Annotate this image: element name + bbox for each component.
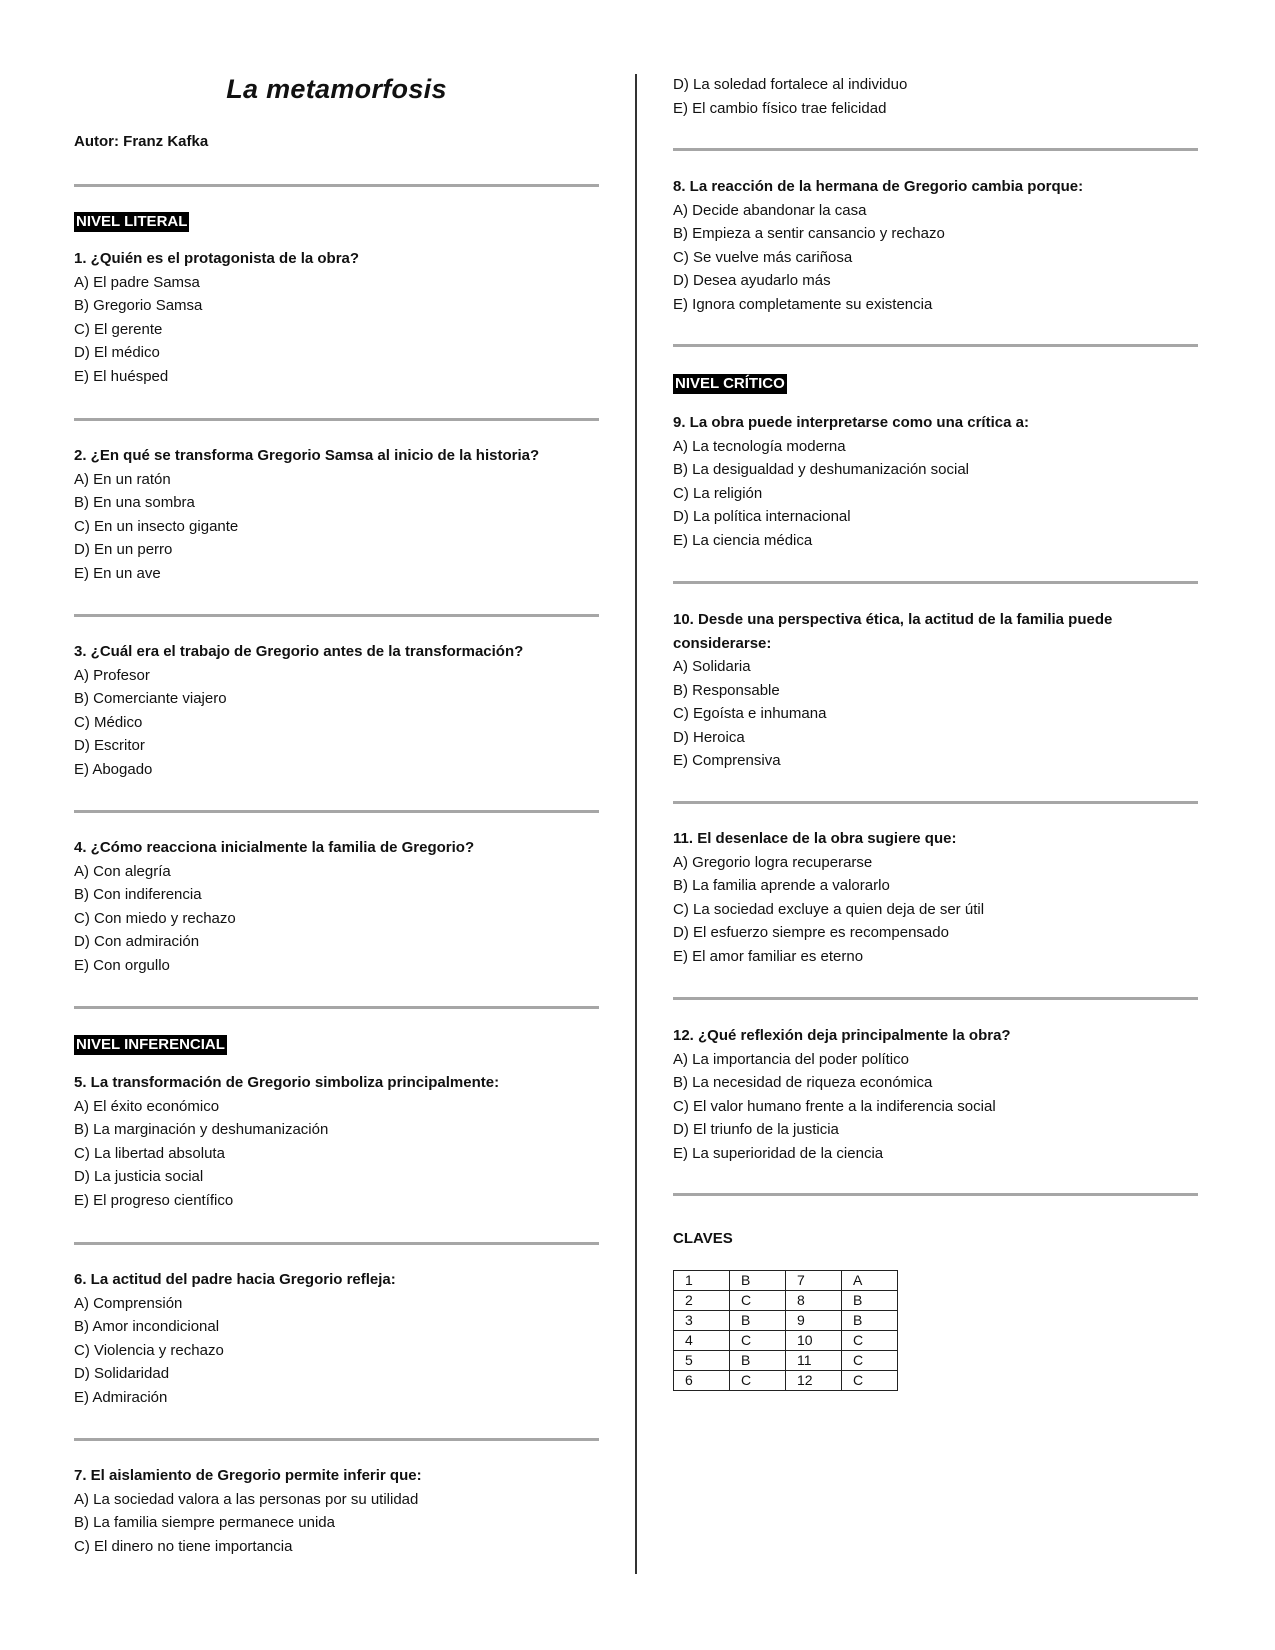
question-stem: 6. La actitud del padre hacia Gregorio refleja: (74, 1271, 396, 1288)
separator (74, 614, 599, 617)
separator (74, 1438, 599, 1441)
answer-option: B) Comerciante viajero (74, 690, 227, 707)
separator (673, 344, 1198, 347)
question-6 (74, 1268, 599, 1409)
separator (673, 1193, 1198, 1196)
separator (673, 148, 1198, 151)
answer-key-cell: A (842, 1271, 898, 1291)
separator (74, 1006, 599, 1009)
answer-option: C) Se vuelve más cariñosa (673, 248, 853, 266)
question-stem: 7. El aislamiento de Gregorio permite inferir que: (74, 1467, 422, 1484)
answer-key-cell: 4 (674, 1331, 730, 1351)
answer-option: B) Responsable (673, 681, 780, 699)
separator (673, 997, 1198, 1000)
question-1 (74, 247, 599, 388)
answer-option: B) La desigualdad y deshumanización social (673, 461, 970, 478)
question-stem: 11. El desenlace de la obra sugiere que: (673, 830, 957, 847)
answer-option: D) La justicia social (74, 1168, 204, 1185)
answer-option: D) Heroica (673, 728, 745, 746)
answer-key-cell: C (730, 1291, 786, 1311)
answer-option: E) Comprensiva (673, 752, 781, 769)
question-8 (673, 175, 1198, 316)
question-7-part-1 (74, 1464, 599, 1558)
answer-option: B) En una sombra (74, 494, 195, 511)
answer-key-row (674, 1291, 898, 1311)
answer-key-cell: B (842, 1291, 898, 1311)
answer-option: C) La sociedad excluye a quien deja de ser útil (673, 900, 985, 918)
answer-option: B) La familia aprende a valorarlo (673, 877, 890, 894)
separator (74, 1242, 599, 1245)
answer-option: A) La sociedad valora a las personas por su utilidad (74, 1490, 419, 1508)
answer-option: E) La ciencia médica (673, 531, 813, 549)
answer-key-cell: 1 (674, 1271, 730, 1291)
answer-option: B) Empieza a sentir cansancio y rechazo (673, 225, 945, 242)
answer-option: C) Violencia y rechazo (74, 1341, 224, 1359)
answer-option: E) El progreso científico (74, 1191, 234, 1209)
separator (74, 810, 599, 813)
answer-key-cell: 9 (786, 1311, 842, 1331)
answer-option: C) Médico (74, 713, 143, 731)
answer-option: D) En un perro (74, 541, 173, 558)
answer-option: C) El valor humano frente a la indiferencia social (673, 1097, 996, 1115)
answer-option: C) La religión (673, 484, 763, 502)
answer-option: A) Decide abandonar la casa (673, 201, 867, 219)
answer-option: E) Con orgullo (74, 956, 170, 974)
answer-option: D) La política internacional (673, 508, 851, 525)
column-divider (635, 74, 637, 1574)
answer-key-cell: 10 (786, 1331, 842, 1351)
answer-key-row (674, 1271, 898, 1291)
answer-option: A) En un ratón (74, 470, 171, 488)
answer-option: D) El esfuerzo siempre es recompensado (673, 924, 949, 941)
answer-option: A) Solidaria (673, 658, 751, 675)
answer-key-cell: 3 (674, 1311, 730, 1331)
answer-option: D) Con admiración (74, 933, 200, 950)
question-9 (673, 411, 1198, 552)
answer-key-cell: B (730, 1351, 786, 1371)
question-4 (74, 836, 599, 977)
answer-option: A) El éxito económico (74, 1097, 220, 1115)
answer-option: D) El médico (74, 344, 160, 361)
answer-option: B) La marginación y deshumanización (74, 1121, 329, 1138)
answer-key-cell: C (842, 1331, 898, 1351)
answer-option: A) Profesor (74, 666, 150, 684)
answer-option: A) Comprensión (74, 1294, 183, 1312)
answer-key-table (673, 1270, 898, 1391)
answer-key-cell: 2 (674, 1291, 730, 1311)
question-2 (74, 444, 599, 585)
answer-option: E) El amor familiar es eterno (673, 947, 864, 965)
answer-key-cell: C (730, 1331, 786, 1351)
answer-key-cell: 8 (786, 1291, 842, 1311)
question-stem: 12. ¿Qué reflexión deja principalmente la obra? (673, 1027, 1011, 1044)
answer-key-label: CLAVES (673, 1230, 733, 1247)
answer-option: D) La soledad fortalece al individuo (673, 76, 908, 93)
separator (673, 581, 1198, 584)
level-literal-heading: NIVEL LITERAL (76, 213, 188, 230)
question-12 (673, 1024, 1198, 1165)
answer-option: E) Admiración (74, 1388, 168, 1406)
answer-option: C) Egoísta e inhumana (673, 705, 827, 722)
answer-key-cell: B (730, 1271, 786, 1291)
answer-key-cell: B (842, 1311, 898, 1331)
answer-option: C) Con miedo y rechazo (74, 909, 236, 927)
answer-option: A) Con alegría (74, 862, 171, 880)
answer-key-cell: B (730, 1311, 786, 1331)
answer-option: B) Amor incondicional (74, 1318, 220, 1335)
document-title: La metamorfosis (226, 74, 447, 104)
separator (74, 418, 599, 421)
question-3 (74, 640, 599, 781)
answer-option: D) Desea ayudarlo más (673, 272, 831, 289)
answer-key-cell: C (842, 1351, 898, 1371)
question-5 (74, 1071, 599, 1212)
answer-option: B) Gregorio Samsa (74, 297, 203, 314)
question-11 (673, 827, 1198, 968)
answer-option: D) Escritor (74, 737, 145, 754)
question-10 (673, 608, 1198, 773)
question-stem: 2. ¿En qué se transforma Gregorio Samsa al inicio de la historia? (74, 447, 540, 464)
answer-key-cell: 7 (786, 1271, 842, 1291)
question-stem: 5. La transformación de Gregorio simboliza principalmente: (74, 1074, 500, 1091)
question-stem: 4. ¿Cómo reacciona inicialmente la familia de Gregorio? (74, 839, 475, 856)
question-stem: 10. Desde una perspectiva ética, la actitud de la familia puede considerarse: (673, 611, 1113, 652)
question-stem: 8. La reacción de la hermana de Gregorio cambia porque: (673, 178, 1084, 195)
answer-key-cell: C (730, 1371, 786, 1391)
answer-option: A) La importancia del poder político (673, 1050, 909, 1068)
answer-option: E) Abogado (74, 760, 153, 778)
question-7-part-2 (673, 73, 1198, 120)
author-line: Autor: Franz Kafka (74, 133, 209, 150)
question-stem: 3. ¿Cuál era el trabajo de Gregorio antes de la transformación? (74, 643, 524, 660)
answer-option: E) La superioridad de la ciencia (673, 1144, 884, 1162)
answer-option: A) Gregorio logra recuperarse (673, 853, 873, 871)
answer-option: E) En un ave (74, 564, 161, 582)
answer-option: A) El padre Samsa (74, 273, 200, 291)
question-stem: 9. La obra puede interpretarse como una crítica a: (673, 414, 1029, 431)
question-stem: 1. ¿Quién es el protagonista de la obra? (74, 250, 360, 267)
answer-option: D) El triunfo de la justicia (673, 1121, 839, 1138)
answer-option: C) El gerente (74, 320, 163, 338)
level-inferencial-heading: NIVEL INFERENCIAL (76, 1036, 225, 1053)
answer-key-row (674, 1311, 898, 1331)
answer-option: E) El cambio físico trae felicidad (673, 99, 887, 117)
answer-key-row (674, 1371, 898, 1391)
answer-option: B) La necesidad de riqueza económica (673, 1074, 933, 1091)
level-critico-heading: NIVEL CRÍTICO (675, 375, 785, 392)
answer-option: C) En un insecto gigante (74, 517, 239, 535)
answer-key-cell: C (842, 1371, 898, 1391)
answer-key-row (674, 1331, 898, 1351)
answer-key-row (674, 1351, 898, 1371)
answer-key-cell: 12 (786, 1371, 842, 1391)
answer-option: B) Con indiferencia (74, 886, 202, 903)
separator (74, 184, 599, 187)
answer-option: D) Solidaridad (74, 1365, 170, 1382)
answer-key-cell: 11 (786, 1351, 842, 1371)
answer-option: C) La libertad absoluta (74, 1144, 225, 1162)
answer-option: A) La tecnología moderna (673, 437, 846, 455)
answer-option: B) La familia siempre permanece unida (74, 1514, 335, 1531)
separator (673, 801, 1198, 804)
answer-key-cell: 5 (674, 1351, 730, 1371)
answer-option: E) Ignora completamente su existencia (673, 295, 933, 313)
answer-option: C) El dinero no tiene importancia (74, 1537, 293, 1555)
answer-option: E) El huésped (74, 367, 169, 385)
answer-key-cell: 6 (674, 1371, 730, 1391)
